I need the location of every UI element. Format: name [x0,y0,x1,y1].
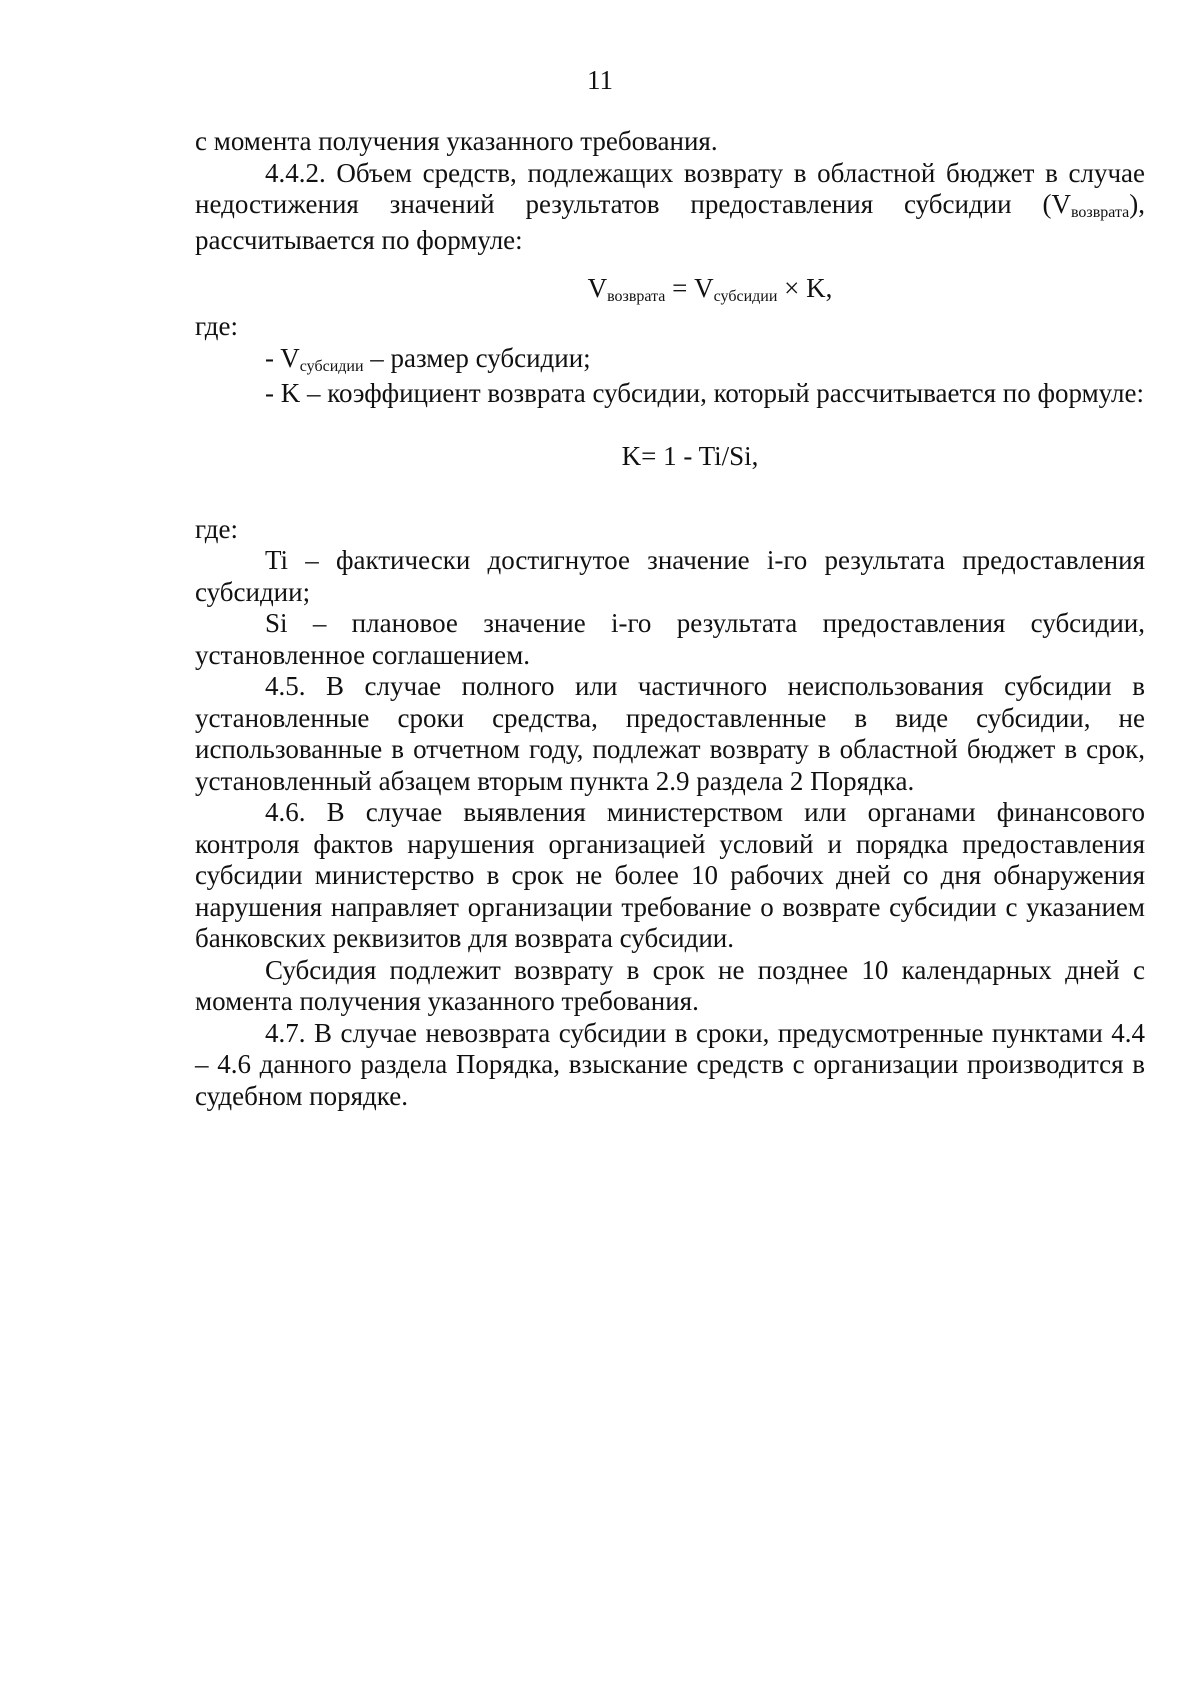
paragraph-4-6-deadline: Субсидия подлежит возврату в срок не позднее 10 календарных дней с момента получения указанного требования. [195,954,1145,1016]
formula-v1-subscript: возврата [607,288,666,305]
page-number: 11 [587,65,613,95]
formula-rest: × K, [777,273,833,303]
where-label-2: где: [195,513,238,544]
document-body [195,126,1145,1112]
where-label-1: где: [195,311,238,341]
paragraph-4-4-2-text: 4.4.2. Объем средств, подлежащих возврату в областной бюджет в случае недостижения значений результатов предоставления субсидии [195,157,1145,219]
formula-v1: V [587,273,608,303]
formula-k: K= 1 - Ti/Si, [621,440,759,471]
definition-si: Si – плановое значение i-го результата предоставления субсидии, установленное соглашением. [195,608,1145,670]
formula-equals: = V [665,273,714,303]
definition-v-subsidy-pre: - V [265,342,300,373]
paragraph-4-4-2 [195,158,1145,257]
formula-v2-subscript: субсидии [713,288,778,305]
v-return-open: (V [1042,189,1071,219]
paragraph-4-4-2-rest: ), рассчитывается по формуле: [195,189,1145,255]
paragraph-4-7: 4.7. В случае невозврата субсидии в сроки, предусмотренные пунктами 4.4 – 4.6 данного раздела Порядка, взыскание средств с организации производится в судебном порядке. [195,1017,1145,1111]
paragraph-4-5: 4.5. В случае полного или частичного неиспользования субсидии в установленные сроки средства, предоставленные в виде субсидии, не использованные в отчетном году, подлежат возврату в областной бюджет в срок, установленный абзацем вторым пункта 2.9 раздела 2 Порядка. [195,671,1145,796]
paragraph-continuation: с момента получения указанного требования. [195,126,718,156]
v-return-subscript: возврата [1070,204,1130,221]
definition-v-subsidy-rest: – размер субсидии; [363,342,591,373]
definition-v-subsidy-subscript: субсидии [299,357,364,375]
formula-v-return [195,270,1145,311]
definition-k: - K – коэффициент возврата субсидии, который рассчитывается по формуле: [265,378,1144,408]
definition-ti: Ti – фактически достигнутое значение i-го результата предоставления субсидии; [195,545,1145,607]
paragraph-4-6: 4.6. В случае выявления министерством или органами финансового контроля фактов нарушения организацией условий и порядка предоставления субсидии министерство в срок не более 10 рабочих дней со дня обнаружения нарушения направляет организации требование о возврате субсидии с указанием банковских реквизитов для возврата субсидии. [195,797,1145,953]
definition-v-subsidy [195,343,1145,379]
